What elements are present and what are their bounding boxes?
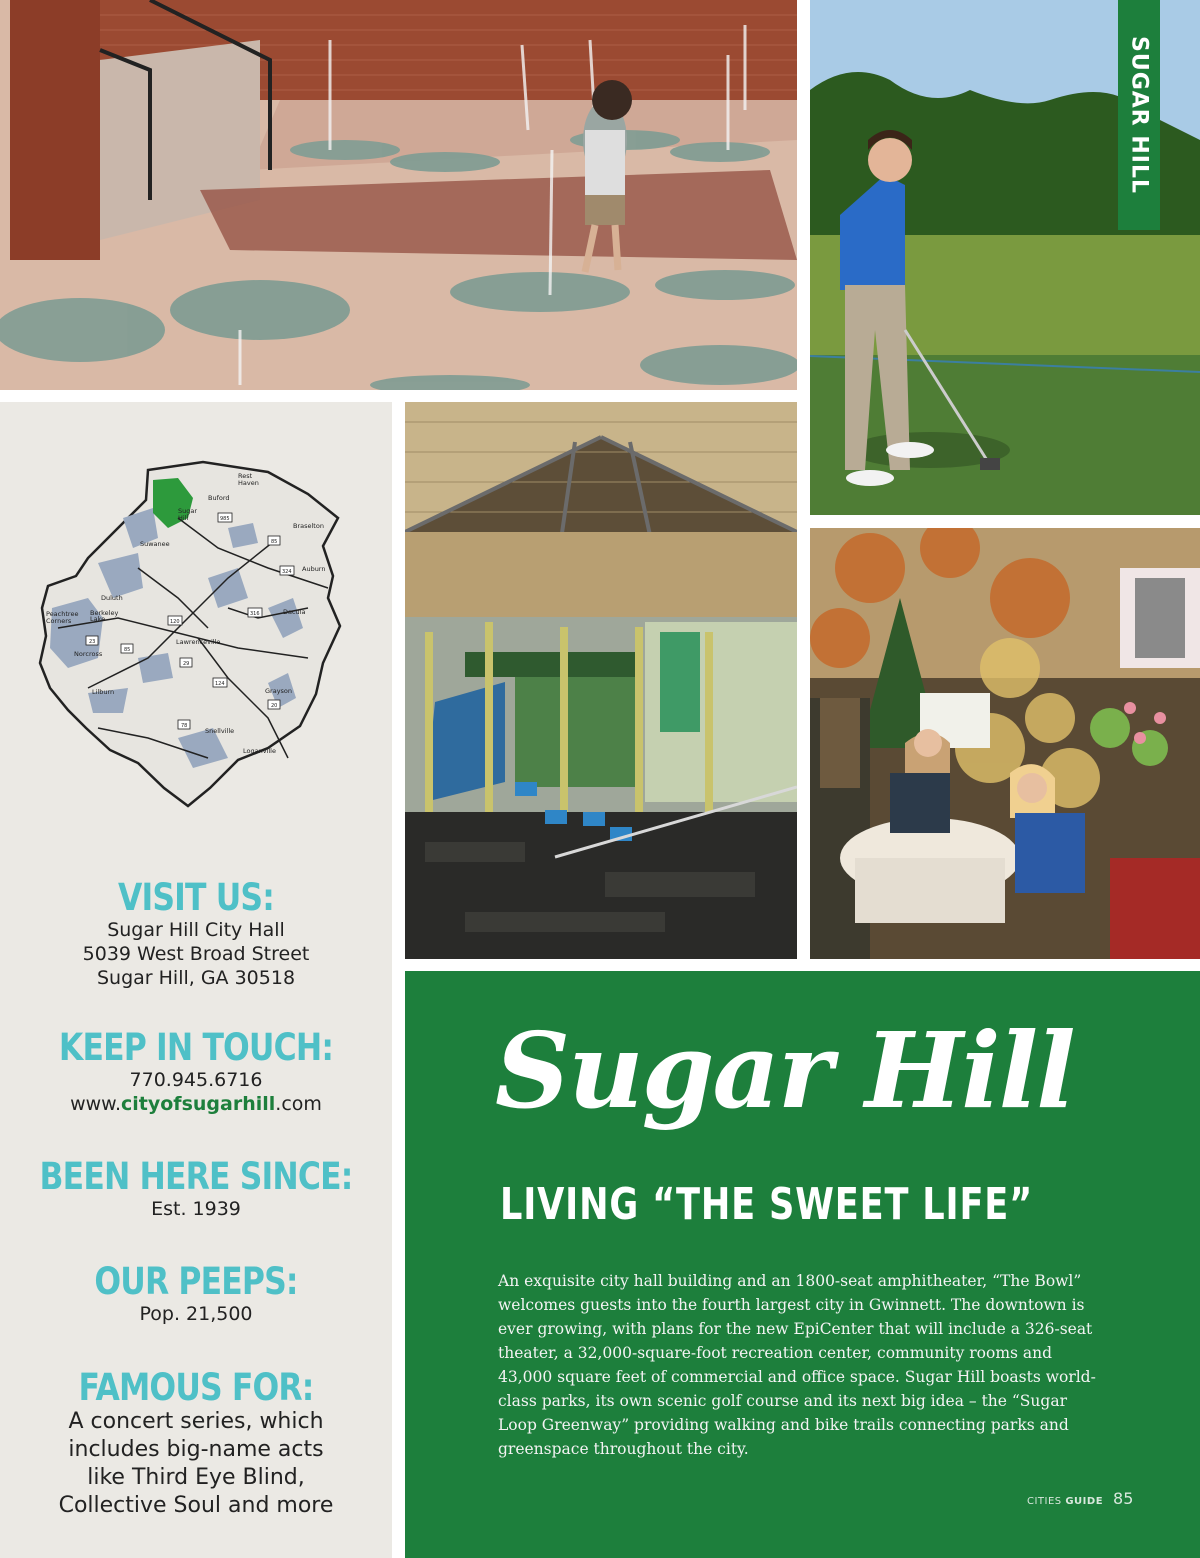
been-here-since-section (0, 1157, 392, 1221)
section-side-tab (1118, 0, 1160, 230)
feature-body-line: greenspace throughout the city. (498, 1440, 749, 1458)
svg-text:Grayson: Grayson (265, 687, 293, 695)
feature-title: Sugar Hill (495, 1009, 1074, 1132)
section-label-bold: GUIDE (1065, 1496, 1104, 1507)
feature-subtitle: LIVING “THE SWEET LIFE” (500, 1179, 1034, 1230)
svg-text:120: 120 (170, 619, 180, 625)
svg-text:Lawrenceville: Lawrenceville (176, 638, 221, 646)
svg-text:Duluth: Duluth (101, 594, 123, 602)
phone-number: 770.945.6716 (129, 1069, 263, 1091)
feature-body-line: 43,000 square feet of commercial and office space. Sugar Hill boasts world- (498, 1368, 1096, 1386)
feature-body (498, 1269, 1118, 1461)
county-map-image (28, 458, 368, 826)
svg-text:Dacula: Dacula (283, 608, 306, 616)
svg-text:85: 85 (124, 647, 131, 653)
svg-text:Lilburn: Lilburn (92, 688, 115, 696)
section-label (1027, 1496, 1103, 1507)
svg-text:Hill: Hill (178, 514, 189, 522)
feature-body-line: theater, a 32,000-square-foot recreation center, community rooms and (498, 1344, 1053, 1362)
svg-text:Sugar: Sugar (178, 507, 198, 515)
feature-body-line: welcomes guests into the fourth largest city in Gwinnett. The downtown is (498, 1296, 1085, 1314)
feature-body-line: class parks, its own scenic golf course and its next big idea – the “Sugar (498, 1392, 1067, 1410)
svg-text:Snellville: Snellville (205, 727, 235, 735)
svg-text:29: 29 (183, 661, 190, 667)
svg-text:23: 23 (89, 639, 96, 645)
side-tab-label: SUGAR HILL (1126, 35, 1152, 195)
keep-in-touch-heading: KEEP IN TOUCH: (58, 1026, 334, 1069)
been-here-since-heading: BEEN HERE SINCE: (39, 1155, 353, 1198)
visit-us-heading: VISIT US: (118, 876, 274, 919)
famous-for-line-1: A concert series, which (68, 1409, 324, 1434)
visit-address-line-1: Sugar Hill City Hall (107, 919, 285, 941)
our-peeps-heading: OUR PEEPS: (94, 1260, 298, 1303)
svg-text:Lake: Lake (90, 615, 106, 623)
gwinnett-county-map (28, 458, 368, 826)
svg-text:985: 985 (220, 516, 230, 522)
svg-text:Peachtree: Peachtree (46, 610, 79, 618)
website-suffix: .com (275, 1093, 322, 1115)
website-link[interactable] (0, 1092, 392, 1116)
famous-for-heading: FAMOUS FOR: (78, 1366, 314, 1409)
our-peeps-section (0, 1262, 392, 1326)
website-prefix: www. (70, 1093, 122, 1115)
feature-body-line: ever growing, with plans for the new EpiCenter that will include a 326-seat (498, 1320, 1093, 1338)
svg-text:324: 324 (282, 569, 292, 575)
svg-text:Rest: Rest (238, 472, 253, 480)
svg-text:Braselton: Braselton (293, 522, 324, 530)
svg-text:Suwanee: Suwanee (140, 540, 170, 548)
svg-text:20: 20 (271, 703, 278, 709)
established-year: Est. 1939 (151, 1198, 241, 1220)
section-label-prefix: CITIES (1027, 1496, 1062, 1507)
photo-splash-fountain (0, 0, 797, 390)
photo-playground (405, 402, 797, 959)
page-number: 85 (1113, 1489, 1134, 1508)
page-footer (1027, 1489, 1133, 1508)
keep-in-touch-section (0, 1028, 392, 1116)
visit-address-line-3: Sugar Hill, GA 30518 (96, 967, 296, 989)
svg-text:Berkeley: Berkeley (90, 609, 119, 617)
population: Pop. 21,500 (139, 1303, 253, 1325)
svg-text:Norcross: Norcross (74, 650, 103, 658)
feature-body-line: An exquisite city hall building and an 1800-seat amphitheater, “The Bowl” (498, 1272, 1082, 1290)
svg-text:316: 316 (250, 611, 260, 617)
famous-for-line-2: includes big-name acts (68, 1437, 324, 1462)
visit-address-line-2: 5039 West Broad Street (82, 943, 310, 965)
visit-us-section (0, 878, 392, 990)
svg-text:85: 85 (271, 539, 278, 545)
svg-text:78: 78 (181, 723, 188, 729)
svg-text:Haven: Haven (238, 479, 259, 487)
svg-text:Buford: Buford (208, 494, 230, 502)
website-domain: cityofsugarhill (121, 1093, 276, 1115)
svg-text:Auburn: Auburn (302, 565, 326, 573)
famous-for-section (0, 1368, 392, 1520)
famous-for-line-3: like Third Eye Blind, (87, 1465, 305, 1490)
info-panel (0, 402, 392, 1558)
famous-for-line-4: Collective Soul and more (58, 1493, 334, 1518)
feature-block (405, 971, 1200, 1558)
svg-text:Corners: Corners (46, 617, 72, 625)
photo-tea-room (810, 528, 1200, 959)
feature-body-line: Loop Greenway” providing walking and bike trails connecting parks and (498, 1416, 1069, 1434)
svg-text:124: 124 (215, 681, 225, 687)
svg-text:Loganville: Loganville (243, 747, 276, 755)
